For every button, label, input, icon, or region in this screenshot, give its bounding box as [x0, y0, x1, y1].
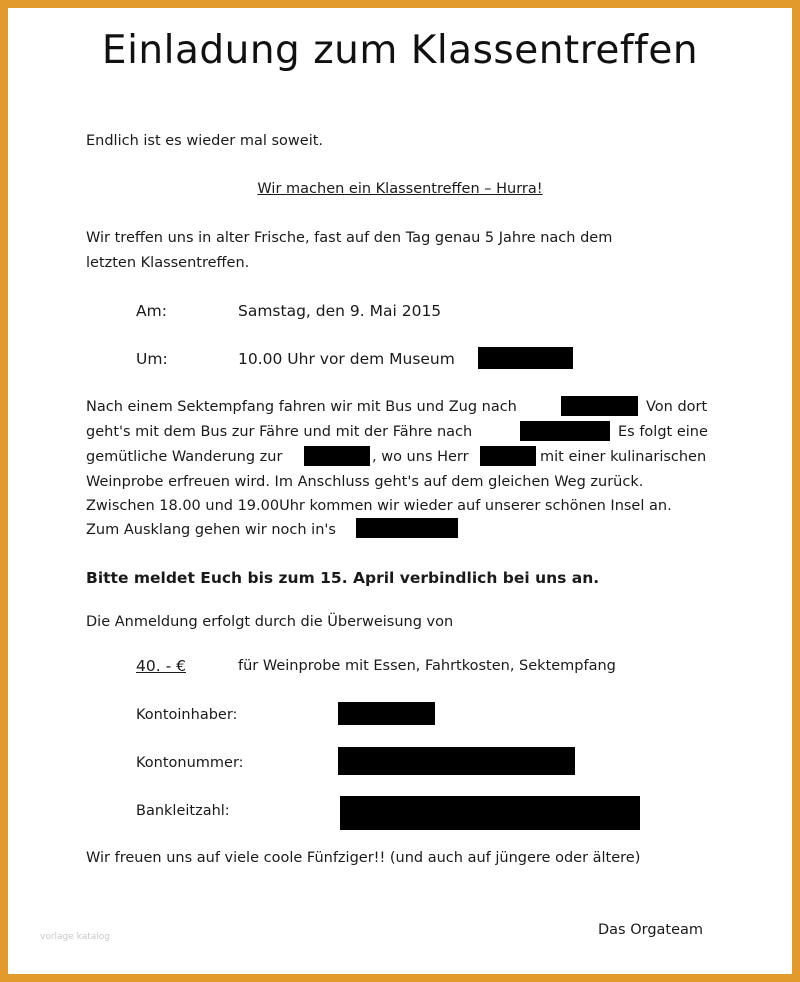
paragraph2-line1a: Nach einem Sektempfang fahren wir mit Bus und Zug nach [86, 399, 517, 415]
redaction-destination-1 [561, 396, 638, 416]
paragraph2-line6: Zum Ausklang gehen wir noch in's [86, 522, 336, 538]
redaction-person [480, 446, 536, 466]
date-value: Samstag, den 9. Mai 2015 [238, 302, 442, 320]
redaction-bank-code [340, 796, 640, 830]
registration-method: Die Anmeldung erfolgt durch die Überweisung von [86, 614, 454, 630]
time-value: 10.00 Uhr vor dem Museum [238, 350, 455, 368]
paragraph2-line2b: Es folgt eine [618, 424, 708, 440]
closing-text: Wir freuen uns auf viele coole Fünfziger!! (und auch auf jüngere oder ältere) [86, 850, 641, 866]
signature: Das Orgateam [598, 922, 704, 938]
redaction-venue [356, 518, 458, 538]
account-holder-label: Kontoinhaber: [136, 707, 238, 723]
payment-amount: 40. - € [136, 657, 186, 675]
headline: Wir machen ein Klassentreffen – Hurra! [257, 181, 543, 197]
paragraph2-line3a: gemütliche Wanderung zur [86, 449, 283, 465]
date-label: Am: [136, 302, 167, 320]
payment-description: für Weinprobe mit Essen, Fahrtkosten, Sektempfang [238, 658, 616, 674]
redaction-account-holder [338, 702, 435, 725]
document-title: Einladung zum Klassentreffen [101, 28, 699, 73]
redaction-destination-2 [520, 421, 610, 441]
paragraph1-line1: Wir treffen uns in alter Frische, fast auf den Tag genau 5 Jahre nach dem [86, 230, 613, 246]
paragraph2-line5: Zwischen 18.00 und 19.00Uhr kommen wir wieder auf unserer schönen Insel an. [86, 498, 672, 514]
paragraph2-line3c: mit einer kulinarischen [540, 449, 707, 465]
account-number-label: Kontonummer: [136, 755, 244, 771]
paragraph2-line2a: geht's mit dem Bus zur Fähre und mit der Fähre nach [86, 424, 473, 440]
intro-text: Endlich ist es wieder mal soweit. [86, 133, 324, 149]
paragraph2-line4: Weinprobe erfreuen wird. Im Anschluss geht's auf dem gleichen Weg zurück. [86, 474, 644, 490]
redaction-account-number [338, 747, 575, 775]
paragraph2-line3b: , wo uns Herr [372, 449, 469, 465]
paragraph2-line1b: Von dort [646, 399, 708, 415]
paragraph1-line2: letzten Klassentreffen. [86, 255, 250, 271]
watermark: vorlage katalog [40, 932, 110, 942]
time-label: Um: [136, 350, 168, 368]
redaction-place [304, 446, 370, 466]
redaction-museum [478, 347, 573, 369]
bank-code-label: Bankleitzahl: [136, 803, 230, 819]
registration-notice: Bitte meldet Euch bis zum 15. April verbindlich bei uns an. [86, 569, 600, 587]
